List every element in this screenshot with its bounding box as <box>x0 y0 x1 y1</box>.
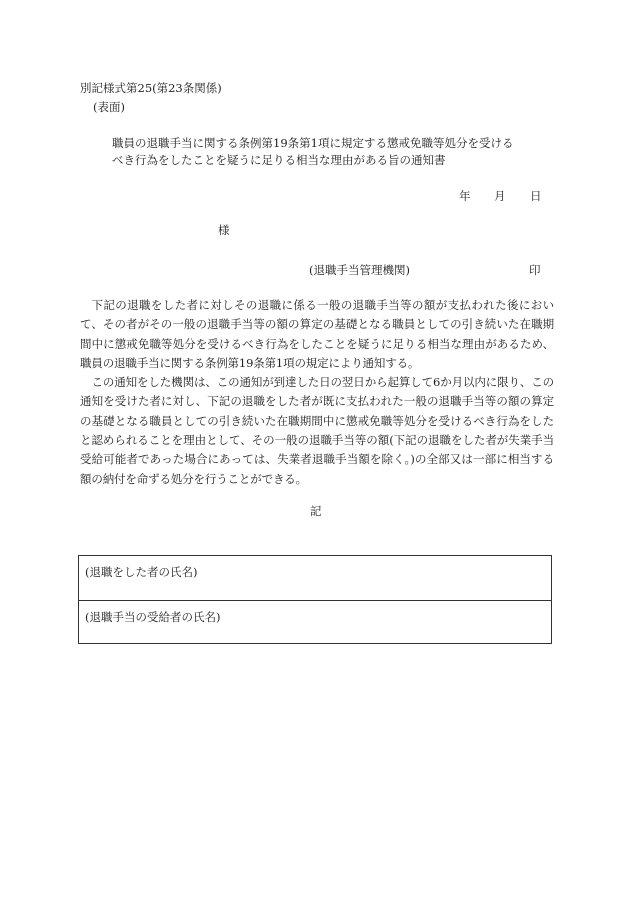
table-row-recipient-name <box>79 600 551 644</box>
body-paragraph-2: この通知をした機関は、この通知が到達した日の翌日から起算して6か月以内に限り、この通知を受けた者に対し、下記の退職をした者が既に支払われた一般の退職手当等の額の算定の基礎となる職員としての引き続いた在職期間中に懲戒免職等処分を受けるべき行為をしたと認められることを理由として、その一般の退職手当等の額(下記の退職をした者が失業手当受給可能者であった場合にあっては、失業者退職手当額を除く。)の全部又は一部に相当する額の納付を命ずる処分を行うことができる。 <box>80 375 554 486</box>
date-month-label: 月 <box>494 189 506 203</box>
recipient-table <box>78 555 552 644</box>
document-title-line-1: 職員の退職手当に関する条例第19条第1項に規定する懲戒免職等処分を受ける <box>112 136 514 150</box>
table-row-retiree-name <box>79 556 551 600</box>
addressee-honorific: 様 <box>218 223 230 237</box>
issuing-agency-label: (退職手当管理機関) <box>309 263 410 277</box>
side-indicator: (表面) <box>93 100 125 114</box>
seal-mark: 印 <box>529 263 541 277</box>
date-year-label: 年 <box>459 189 471 203</box>
date-day-label: 日 <box>530 189 542 203</box>
ki-heading: 記 <box>310 504 322 518</box>
form-reference: 別記様式第25(第23条関係) <box>80 81 222 95</box>
retiree-name-label: (退職をした者の氏名) <box>85 565 198 579</box>
body-paragraph-1: 下記の退職をした者に対しその退職に係る一般の退職手当等の額が支払われた後において、その者がその一般の退職手当等の額の算定の基礎となる職員としての引き続いた在職期間中に懲戒免職等処分を受けるべき行為をしたことを疑うに足りる相当な理由があるため、職員の退職手当に関する条例第19条第1項の規定により通知する。 <box>80 298 554 370</box>
document-title-line-2: べき行為をしたことを疑うに足りる相当な理由がある旨の通知書 <box>112 153 446 167</box>
notice-body <box>80 296 554 489</box>
recipient-name-label: (退職手当の受給者の氏名) <box>85 610 221 624</box>
